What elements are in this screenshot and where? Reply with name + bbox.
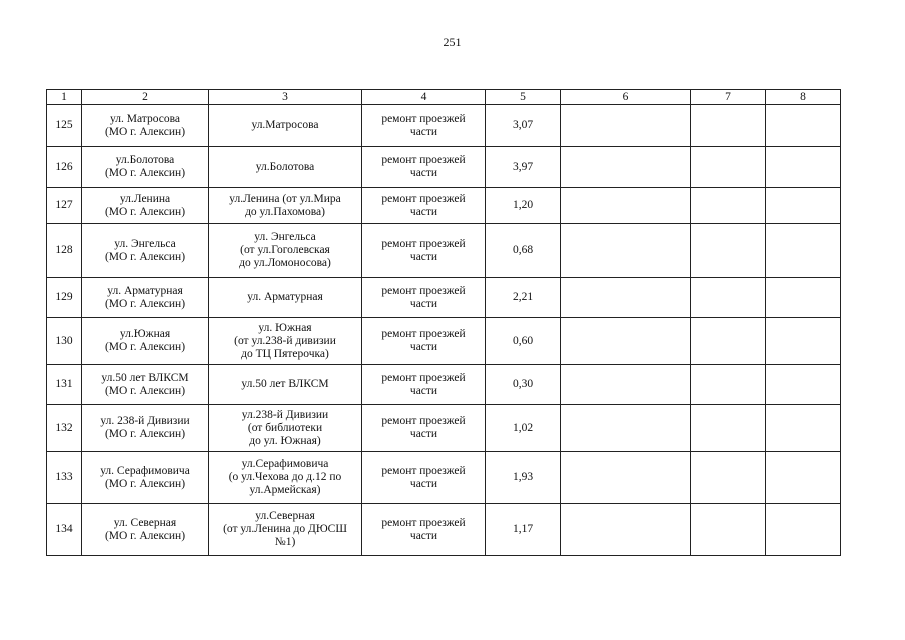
empty-cell	[691, 452, 766, 504]
column-header: 8	[766, 90, 841, 105]
road-section: ул.238-й Дивизии (от библиотеки до ул. Южная)	[209, 405, 362, 452]
table-row	[47, 405, 841, 452]
work-type: ремонт проезжей части	[362, 147, 486, 188]
table-row	[47, 105, 841, 147]
row-number: 126	[47, 147, 82, 188]
road-section: ул.Ленина (от ул.Мира до ул.Пахомова)	[209, 188, 362, 224]
empty-cell	[691, 318, 766, 365]
work-type: ремонт проезжей части	[362, 318, 486, 365]
empty-cell	[766, 278, 841, 318]
header-row	[47, 90, 841, 105]
length-value: 1,17	[486, 504, 561, 556]
empty-cell	[561, 224, 691, 278]
empty-cell	[766, 405, 841, 452]
table-row	[47, 365, 841, 405]
row-number: 130	[47, 318, 82, 365]
work-type: ремонт проезжей части	[362, 105, 486, 147]
empty-cell	[561, 504, 691, 556]
work-type: ремонт проезжей части	[362, 405, 486, 452]
column-header: 6	[561, 90, 691, 105]
work-type: ремонт проезжей части	[362, 188, 486, 224]
empty-cell	[766, 452, 841, 504]
table-row	[47, 452, 841, 504]
road-section: ул. Энгельса (от ул.Гоголевская до ул.Ломоносова)	[209, 224, 362, 278]
street-name: ул. Энгельса (МО г. Алексин)	[82, 224, 209, 278]
column-header: 3	[209, 90, 362, 105]
length-value: 1,02	[486, 405, 561, 452]
column-header: 5	[486, 90, 561, 105]
empty-cell	[691, 147, 766, 188]
empty-cell	[691, 365, 766, 405]
length-value: 0,30	[486, 365, 561, 405]
empty-cell	[766, 224, 841, 278]
street-name: ул. Арматурная (МО г. Алексин)	[82, 278, 209, 318]
empty-cell	[691, 105, 766, 147]
empty-cell	[766, 318, 841, 365]
empty-cell	[561, 188, 691, 224]
empty-cell	[766, 105, 841, 147]
empty-cell	[691, 504, 766, 556]
length-value: 1,93	[486, 452, 561, 504]
row-number: 133	[47, 452, 82, 504]
road-section: ул. Южная (от ул.238-й дивизии до ТЦ Пятерочка)	[209, 318, 362, 365]
road-section: ул. Арматурная	[209, 278, 362, 318]
table-row	[47, 504, 841, 556]
work-type: ремонт проезжей части	[362, 278, 486, 318]
empty-cell	[561, 452, 691, 504]
street-name: ул.Южная (МО г. Алексин)	[82, 318, 209, 365]
empty-cell	[561, 405, 691, 452]
length-value: 3,07	[486, 105, 561, 147]
length-value: 0,60	[486, 318, 561, 365]
empty-cell	[561, 105, 691, 147]
work-type: ремонт проезжей части	[362, 452, 486, 504]
empty-cell	[766, 504, 841, 556]
length-value: 2,21	[486, 278, 561, 318]
street-name: ул. Северная (МО г. Алексин)	[82, 504, 209, 556]
empty-cell	[561, 147, 691, 188]
row-number: 131	[47, 365, 82, 405]
row-number: 127	[47, 188, 82, 224]
length-value: 3,97	[486, 147, 561, 188]
table-row	[47, 224, 841, 278]
work-type: ремонт проезжей части	[362, 504, 486, 556]
table-row	[47, 188, 841, 224]
empty-cell	[766, 365, 841, 405]
empty-cell	[691, 405, 766, 452]
street-name: ул.50 лет ВЛКСМ (МО г. Алексин)	[82, 365, 209, 405]
empty-cell	[561, 365, 691, 405]
page-number: 251	[443, 35, 462, 49]
table-row	[47, 318, 841, 365]
row-number: 132	[47, 405, 82, 452]
length-value: 1,20	[486, 188, 561, 224]
street-name: ул.Ленина (МО г. Алексин)	[82, 188, 209, 224]
road-section: ул.Матросова	[209, 105, 362, 147]
length-value: 0,68	[486, 224, 561, 278]
road-section: ул.Северная (от ул.Ленина до ДЮСШ №1)	[209, 504, 362, 556]
column-header: 7	[691, 90, 766, 105]
road-section: ул.Болотова	[209, 147, 362, 188]
column-header: 2	[82, 90, 209, 105]
road-repair-table	[46, 89, 841, 556]
table-row	[47, 147, 841, 188]
column-header: 4	[362, 90, 486, 105]
street-name: ул. Матросова (МО г. Алексин)	[82, 105, 209, 147]
road-section: ул.Серафимовича (о ул.Чехова до д.12 по ул.Армейская)	[209, 452, 362, 504]
work-type: ремонт проезжей части	[362, 224, 486, 278]
street-name: ул.Болотова (МО г. Алексин)	[82, 147, 209, 188]
empty-cell	[691, 224, 766, 278]
work-type: ремонт проезжей части	[362, 365, 486, 405]
empty-cell	[691, 278, 766, 318]
row-number: 128	[47, 224, 82, 278]
empty-cell	[561, 278, 691, 318]
empty-cell	[766, 147, 841, 188]
row-number: 129	[47, 278, 82, 318]
empty-cell	[561, 318, 691, 365]
street-name: ул. Серафимовича (МО г. Алексин)	[82, 452, 209, 504]
row-number: 125	[47, 105, 82, 147]
empty-cell	[766, 188, 841, 224]
table-row	[47, 278, 841, 318]
row-number: 134	[47, 504, 82, 556]
road-section: ул.50 лет ВЛКСМ	[209, 365, 362, 405]
empty-cell	[691, 188, 766, 224]
street-name: ул. 238-й Дивизии (МО г. Алексин)	[82, 405, 209, 452]
column-header: 1	[47, 90, 82, 105]
